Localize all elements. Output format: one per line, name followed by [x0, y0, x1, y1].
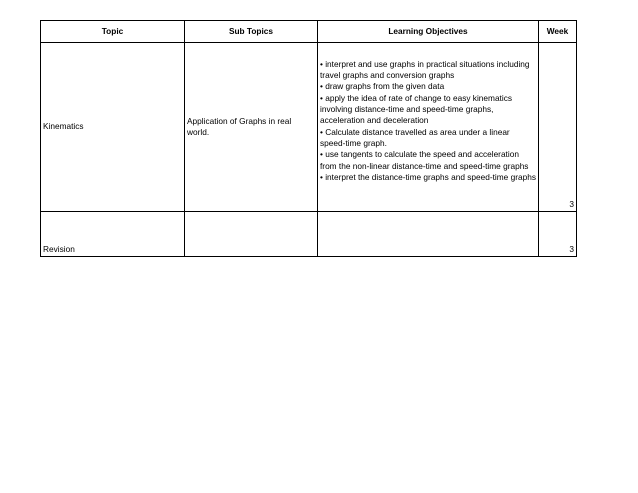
header-week: Week [539, 21, 577, 43]
header-row [41, 21, 577, 43]
objective-item: • use tangents to calculate the speed and acceleration from the non-linear distance-time and speed-time graphs [320, 149, 529, 171]
week-cell: 3 [539, 212, 577, 257]
objective-item: • Calculate distance travelled as area under a linear speed-time graph. [320, 126, 510, 148]
header-topic: Topic [41, 21, 185, 43]
header-sub-topics: Sub Topics [185, 21, 318, 43]
objective-item: • interpret and use graphs in practical situations including travel graphs and conversion graphs [320, 58, 530, 81]
week-cell: 3 [539, 43, 577, 212]
objective-item: • draw graphs from the given data [320, 81, 445, 92]
table-row [41, 212, 577, 257]
header-learning-objectives: Learning Objectives [318, 21, 539, 43]
topic-cell: Revision [41, 212, 185, 257]
table-row [41, 43, 577, 212]
learning-objectives-cell [318, 43, 539, 212]
curriculum-table [40, 20, 577, 257]
learning-objectives-cell [318, 212, 539, 257]
topic-cell: Kinematics [41, 43, 185, 212]
sub-topic-cell [185, 212, 318, 257]
sub-topic-cell: Application of Graphs in real world. [185, 43, 318, 212]
objective-item: • interpret the distance-time graphs and speed-time graphs [320, 171, 536, 182]
objective-item: • apply the idea of rate of change to easy kinematics involving distance-time and speed-time graphs, acceleration and deceleration [320, 92, 513, 126]
